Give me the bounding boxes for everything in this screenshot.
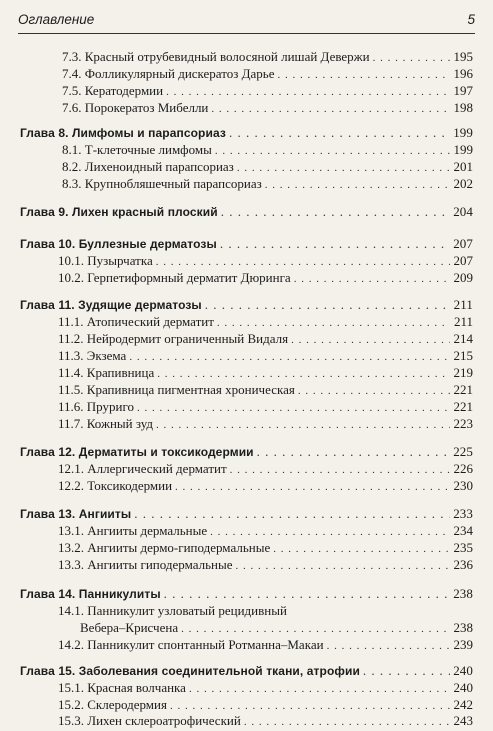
toc-entry: 15.3. Лихен склероатрофический . . . 243 bbox=[58, 712, 473, 729]
toc-entry: 12.1. Аллергический дерматит . . . 226 bbox=[58, 460, 473, 477]
toc-chapter: Глава 8. Лимфомы и парапсориаз . . . 199 bbox=[20, 124, 473, 141]
toc-entry: 11.7. Кожный зуд . . . 223 bbox=[58, 415, 473, 432]
toc-entry: 13.2. Ангииты дермо-гиподермальные . . . 235 bbox=[58, 539, 473, 556]
toc-entry: 14.1. Панникулит узловатый рецидивный bbox=[58, 603, 287, 618]
toc-entry: 10.1. Пузырчатка . . . 207 bbox=[58, 252, 473, 269]
toc-entry: 14.2. Панникулит спонтанный Ротманна–Макаи . . . 239 bbox=[58, 636, 473, 653]
page-number: 5 bbox=[467, 12, 475, 27]
toc-entry: 7.5. Кератодермии . . . 197 bbox=[62, 82, 473, 99]
toc-entry: 7.3. Красный отрубевидный волосяной лишай Девержи . . . 195 bbox=[62, 48, 473, 65]
toc-entry: 15.1. Красная волчанка . . . 240 bbox=[58, 679, 473, 696]
toc-entry: 11.1. Атопический дерматит . . . 211 bbox=[58, 313, 473, 330]
toc-chapter: Глава 10. Буллезные дерматозы . . . 207 bbox=[20, 235, 473, 252]
toc-entry: 13.1. Ангииты дермальные . . . 234 bbox=[58, 522, 473, 539]
toc-chapter: Глава 12. Дерматиты и токсикодермии . . . 225 bbox=[20, 443, 473, 460]
toc-entry: 8.1. Т-клеточные лимфомы . . . 199 bbox=[62, 141, 473, 158]
toc-entry: 10.2. Герпетиформный дерматит Дюринга . . . 209 bbox=[58, 269, 473, 286]
toc-chapter: Глава 11. Зудящие дерматозы . . . 211 bbox=[20, 296, 473, 313]
toc-entry: 11.6. Пруриго . . . 221 bbox=[58, 398, 473, 415]
toc-entry: 8.3. Крупнобляшечный парапсориаз . . . 202 bbox=[62, 175, 473, 192]
toc-entry-continuation: Вебера–Крисчена . . . 238 bbox=[80, 619, 473, 636]
toc-chapter: Глава 9. Лихен красный плоский . . . 204 bbox=[20, 203, 473, 220]
toc-entry: 11.5. Крапивница пигментная хроническая . . . 221 bbox=[58, 381, 473, 398]
toc-chapter: Глава 13. Ангииты . . . 233 bbox=[20, 505, 473, 522]
toc-entry: 8.2. Лихеноидный парапсориаз . . . 201 bbox=[62, 158, 473, 175]
toc-chapter: Глава 15. Заболевания соединительной ткани, атрофии . . . 240 bbox=[20, 662, 473, 679]
toc-chapter: Глава 14. Панникулиты . . . 238 bbox=[20, 585, 473, 602]
toc-entry: 12.2. Токсикодермии . . . 230 bbox=[58, 477, 473, 494]
toc-entry: 7.6. Порокератоз Мибелли . . . 198 bbox=[62, 99, 473, 116]
toc-entry: 11.2. Нейродермит ограниченный Видаля . . . 214 bbox=[58, 330, 473, 347]
header-title: Оглавление bbox=[18, 12, 95, 27]
toc-entry: 7.4. Фолликулярный дискератоз Дарье . . . 196 bbox=[62, 65, 473, 82]
toc-entry: 13.3. Ангииты гиподермальные . . . 236 bbox=[58, 556, 473, 573]
toc-entry: 15.2. Склеродермия . . . 242 bbox=[58, 696, 473, 713]
toc-entry: 11.3. Экзема . . . 215 bbox=[58, 347, 473, 364]
toc-entry: 11.4. Крапивница . . . 219 bbox=[58, 364, 473, 381]
